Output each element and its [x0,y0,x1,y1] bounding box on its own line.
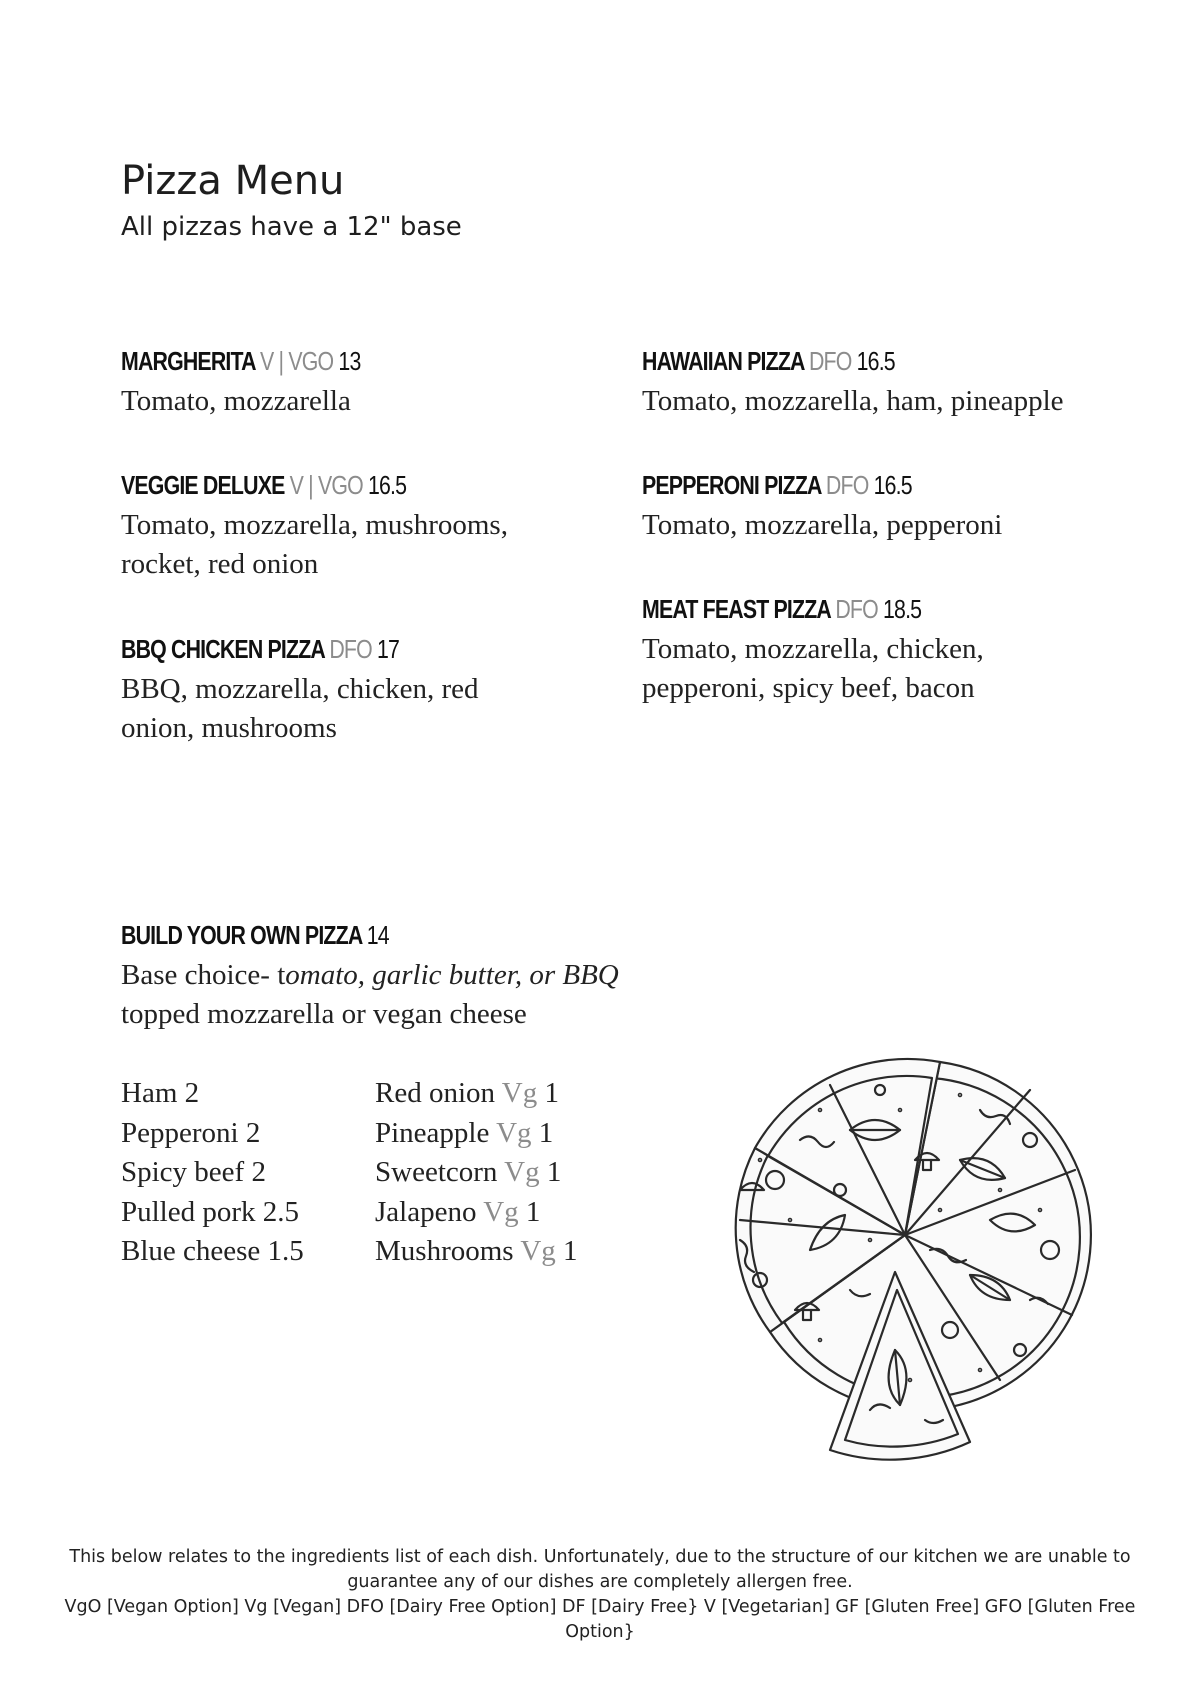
allergen-legend: VgO [Vegan Option] Vg [Vegan] DFO [Dairy Free Option] DF [Dairy Free} V [Vegetarian] GF [Gluten Free] GFO [Gluten Free Option} [64,1597,1136,1642]
topping-name: Jalapeno [375,1195,477,1228]
base-choice-options: omato, garlic butter, or BBQ [285,959,619,991]
pizza-drawing-icon [700,1050,1100,1470]
menu-item-header [121,468,465,502]
menu-item-veggie-deluxe [121,468,541,584]
menu-item-name: MEAT FEAST PIZZA [642,594,831,624]
menu-item-meat-feast [642,592,1042,708]
diet-tags: DFO [329,634,372,664]
topping-price: 2.5 [262,1195,300,1228]
diet-tags: DFO [825,470,869,500]
topping-item [121,1193,304,1233]
menu-item-margherita [121,344,591,421]
diet-tags: V | VGO [289,470,363,500]
topping-item [121,1074,304,1114]
topping-price: 1 [538,1116,554,1149]
vegan-tag: Vg [483,1195,519,1228]
menu-item-price: 13 [338,346,361,376]
toppings-list-meat [121,1074,304,1272]
topping-name: Sweetcorn [375,1156,498,1188]
menu-item-price: 18.5 [883,594,922,624]
menu-item-bbq-chicken [121,632,521,748]
base-choice-prefix: Base choice- t [121,959,286,991]
menu-item-header [642,344,1052,378]
topping-name: Red onion [375,1077,496,1109]
build-your-own-name: BUILD YOUR OWN PIZZA [121,920,362,950]
menu-item-header [121,344,506,378]
page-title: Pizza Menu [121,158,345,204]
topping-name: Blue cheese [121,1235,261,1267]
topping-item [375,1114,578,1154]
topping-price: 1 [525,1195,541,1228]
menu-item-price: 16.5 [856,346,895,376]
build-your-own-section [121,918,681,1034]
topping-name: Mushrooms [375,1235,514,1267]
vegan-tag: Vg [496,1116,532,1149]
topped-text: topped mozzarella or vegan cheese [121,998,527,1030]
topping-name: Pepperoni [121,1116,239,1149]
menu-item-header [642,468,1027,502]
menu-item-description: Tomato, mozzarella [121,385,351,417]
allergen-disclaimer: This below relates to the ingredients list of each dish. Unfortunately, due to the structure of our kitchen we are unable to guarantee any of our dishes are completely allergen free. [69,1547,1131,1592]
menu-item-description: BBQ, mozzarella, chicken, red onion, mushrooms [121,673,479,744]
topping-item [375,1193,578,1233]
menu-item-description: Tomato, mozzarella, chicken, pepperoni, spicy beef, bacon [642,633,984,704]
topping-price: 2 [251,1156,266,1188]
topping-name: Pulled pork [121,1195,256,1228]
build-your-own-header [121,918,580,952]
vegan-tag: Vg [501,1077,538,1109]
topping-price: 1 [544,1077,559,1109]
menu-item-name: VEGGIE DELUXE [121,470,285,500]
diet-tags: DFO [808,346,852,376]
diet-tags: V | VGO [260,346,334,376]
topping-item [375,1074,578,1114]
menu-item-description: Tomato, mozzarella, mushrooms, rocket, red onion [121,509,508,580]
topping-item [375,1232,578,1272]
topping-item [375,1153,578,1193]
topping-price: 1 [563,1235,578,1267]
allergen-footer [60,1545,1140,1645]
topping-price: 2 [184,1077,200,1109]
menu-item-name: MARGHERITA [121,346,255,376]
menu-item-price: 16.5 [873,470,912,500]
menu-item-price: 17 [376,634,400,664]
base-choice-text [121,956,681,995]
menu-item-name: HAWAIIAN PIZZA [642,346,804,376]
vegan-tag: Vg [520,1235,556,1267]
toppings-list-veg [375,1074,578,1272]
topping-item [121,1232,304,1272]
menu-item-price: 16.5 [367,470,407,500]
topping-item [121,1153,304,1193]
topping-price: 1 [546,1156,562,1188]
menu-item-pepperoni [642,468,1112,545]
topping-price: 2 [245,1116,261,1149]
topping-price: 1.5 [267,1235,304,1267]
topping-name: Pineapple [375,1116,490,1149]
menu-item-name: PEPPERONI PIZZA [642,470,821,500]
menu-item-name: BBQ CHICKEN PIZZA [121,634,325,664]
menu-item-description: Tomato, mozzarella, pepperoni [642,509,1003,541]
diet-tags: DFO [835,594,878,624]
vegan-tag: Vg [504,1156,540,1188]
menu-item-hawaiian [642,344,1142,421]
topping-item [121,1114,304,1154]
page-subtitle: All pizzas have a 12" base [121,212,462,242]
menu-item-header [121,632,449,666]
menu-item-description: Tomato, mozzarella, ham, pineapple [642,385,1064,417]
topping-name: Spicy beef [121,1156,245,1188]
topping-name: Ham [121,1077,178,1109]
menu-item-header [642,592,970,626]
build-your-own-price: 14 [366,920,389,950]
